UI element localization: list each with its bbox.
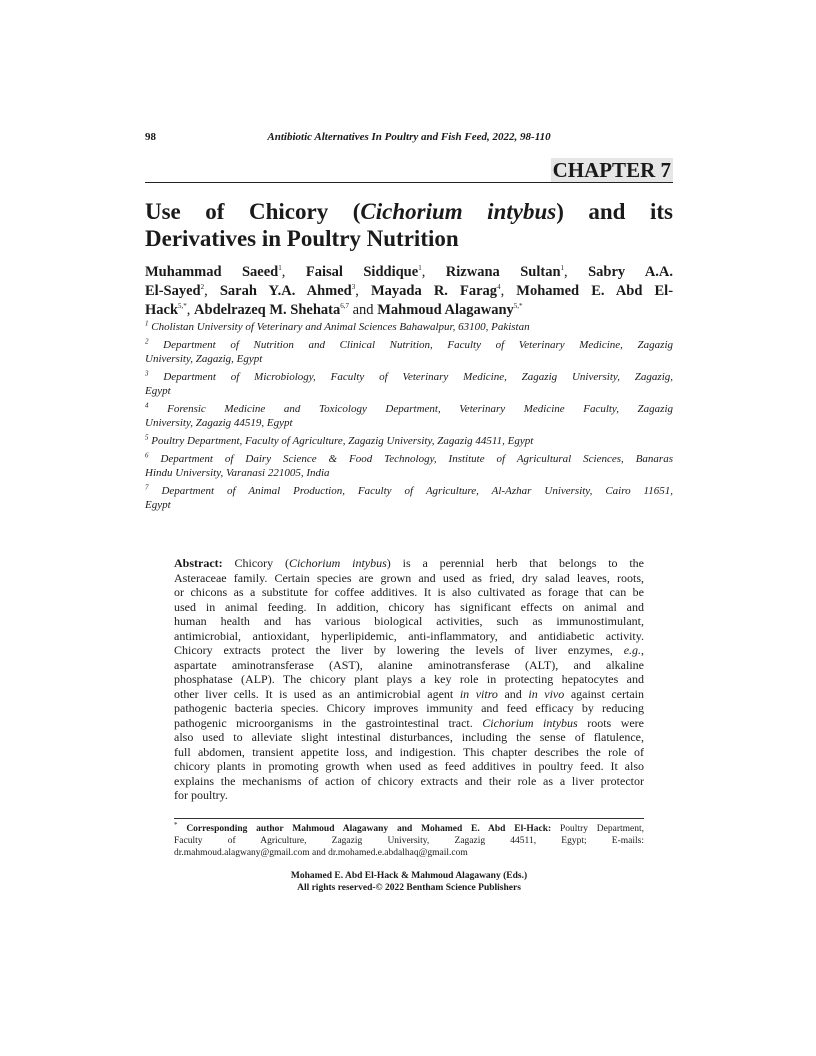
title-line-1: Use of Chicory (Cichorium intybus) and its: [145, 199, 674, 224]
author-line-3: Hack$^{5,*}$, Abdelrazeq M. Shehata$^{6,7}$ and Mahmoud Alagawany$^{5,*}$: [145, 302, 523, 318]
affiliation-5: $^5$ Poultry Department, Faculty of Agriculture, Zagazig University, Zagazig 44511, Egypt: [145, 433, 534, 447]
editors-credit: Mohamed E. Abd El-Hack & Mahmoud Alagawany (Eds.) All rights reserved-© 2022 Bentham Science Publishers: [145, 870, 673, 894]
affiliation-list: [145, 320, 673, 516]
author-line-2: El-Sayed$^2$, Sarah Y.A. Ahmed$^3$, Mayada R. Farag$^4$, Mohamed E. Abd El-: [145, 283, 674, 299]
author-line-1: Muhammad Saeed$^1$, Faisal Siddique$^1$, Rizwana Sultan$^1$, Sabry A.A.: [145, 264, 674, 280]
affiliation-7: $^7$ Department of Animal Production, Faculty of Agriculture, Al-Azhar University, Cairo 11651, Egypt: [145, 483, 673, 511]
page-number: 98: [145, 131, 156, 143]
email-addresses: dr.mahmoud.alagwany@gmail.com and dr.mohamed.e.abdalhaq@gmail.com: [174, 848, 468, 858]
running-head: [145, 131, 673, 147]
header-rule: [145, 182, 673, 183]
affiliation-2: $^2$ Department of Nutrition and Clinical Nutrition, Faculty of Veterinary Medicine, Zagazig University, Zagazig, Egypt: [145, 337, 673, 365]
author-list: [145, 263, 673, 320]
affiliation-6: $^6$ Department of Dairy Science & Food Technology, Institute of Agricultural Sciences, Banaras Hindu University, Varanasi 221005, India: [145, 451, 673, 479]
abstract: Abstract: Chicory (Cichorium intybus) is a perennial herb that belongs to the Asteraceae family. Certain species are grown and used as fried, dry salad leaves, roots, or chicons as a substitute for coffee additives. It is also cultivated as forage that can be used in animal feeding. In addition, chicory has significant effects on animal and human health and has various biological activities, such as immunostimulant, antimicrobial, antioxidant, hyperlipidemic, anti-inflammatory, and antidiabetic activity. Chicory extracts protect the liver by lowering the levels of liver enzymes, e.g., aspartate aminotransferase (AST), alanine aminotransferase (ALT), and alkaline phosphatase (ALP). The chicory plant plays a key role in protecting hepatocytes and other liver cells. It is used as an antimicrobial agent in vitro and in vivo against certain pathogenic bacteria species. Chicory improves immunity and feed efficacy by reducing pathogenic microorganisms in the gastrointestinal tract. Cichorium intybus roots were also used to alleviate slight intestinal disturbances, including the sense of flatulence, full abdomen, transient appetite loss, and indigestion. This chapter describes the role of chicory plants in promoting growth when used as feed additives in poultry feed. It also explains the mechanisms of action of chicory extracts and their role as a liver protector for poultry.: [174, 556, 645, 802]
affiliation-4: $^4$ Forensic Medicine and Toxicology Department, Veterinary Medicine Faculty, Zagazig University, Zagazig 44519, Egypt: [145, 401, 674, 429]
affiliation-1: $^1$ Cholistan University of Veterinary and Animal Sciences Bahawalpur, 63100, Pakistan: [145, 319, 530, 333]
title-line-2: Derivatives in Poultry Nutrition: [145, 226, 459, 251]
copyright-line: All rights reserved-© 2022 Bentham Science Publishers: [297, 883, 521, 893]
corresponding-author-footnote: * Corresponding author Mahmoud Alagawany and Mohamed E. Abd El-Hack: Poultry Department, Faculty of Agriculture, Zagazig University, Zagazig 44511, Egypt; E-mails: dr.mahmoud.alagwany@gmail.com and dr.mohamed.e.abdalhaq@gmail.com: [174, 820, 645, 858]
footnote-rule: [174, 818, 644, 819]
chapter-title: [145, 198, 673, 252]
affiliation-3: $^3$ Department of Microbiology, Faculty of Veterinary Medicine, Zagazig University, Zagazig, Egypt: [145, 369, 674, 397]
abstract-label: Abstract:: [174, 556, 223, 570]
chapter-label: CHAPTER 7: [552, 158, 671, 182]
journal-title: Antibiotic Alternatives In Poultry and Fish Feed, 2022, 98-110: [267, 131, 551, 143]
